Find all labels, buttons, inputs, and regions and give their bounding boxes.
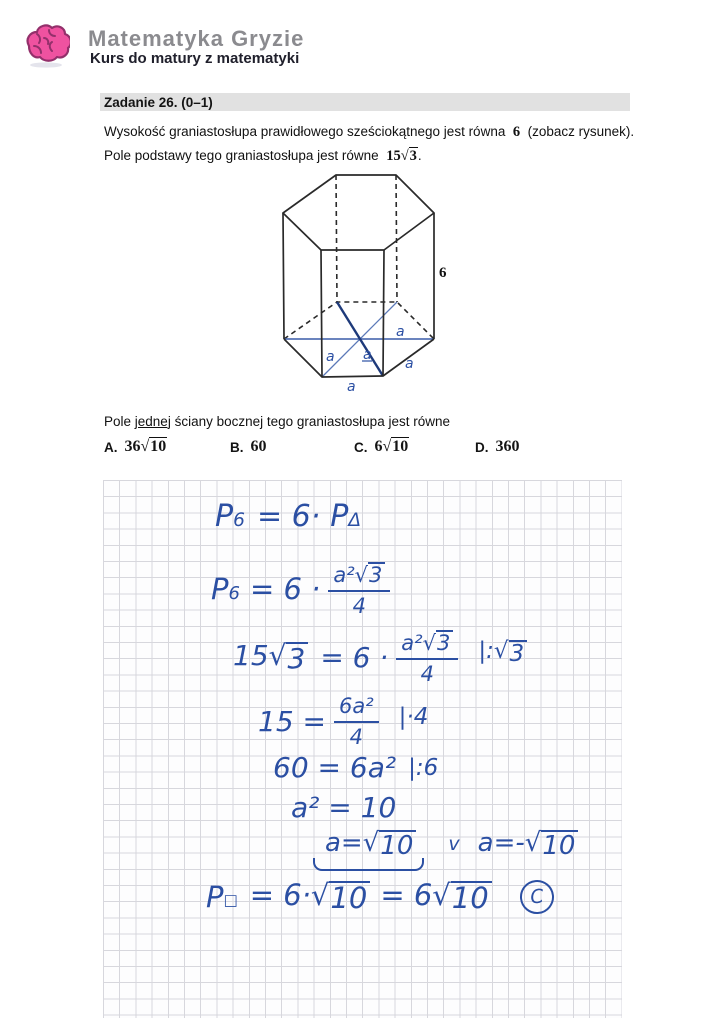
answer-choices: [104, 438, 624, 464]
hexagonal-prism-figure: [250, 160, 480, 395]
selected-positive-root: a=√ 10: [319, 830, 422, 859]
task-line-1: Wysokość graniastosłupa prawidłowego sześciokątnego jest równa 6 (zobacz rysunek).: [104, 123, 635, 140]
negative-root: a=-√ 10: [478, 830, 579, 859]
label-a-bottom-edge: a: [347, 379, 356, 395]
work-line-8: P □ = 6·√ 10 = 6√ 10 C: [206, 880, 554, 914]
question-line: Pole jednej ściany bocznej tego graniastosłupa jest równe: [104, 413, 450, 429]
divide-both-sides: |:√ 3: [478, 640, 527, 666]
label-a-right-diagonal: a: [363, 347, 372, 363]
work-line-2: P 6 = 6 · a²√ 3 4: [211, 562, 398, 617]
label-a-left-diagonal: a: [326, 349, 335, 365]
final-answer-circle: C: [518, 878, 555, 915]
work-line-4: 15 = $\frac{\text{6a²}}{4}$ |·4: [258, 694, 429, 749]
work-line-6: a² = 10: [291, 791, 397, 824]
or-symbol: v: [448, 833, 460, 855]
answer-C: C. 6√10: [354, 438, 409, 455]
work-line-1: P 6 = 6· P Δ: [215, 499, 362, 534]
work-line-7: [319, 830, 578, 859]
height-label: 6: [439, 265, 447, 281]
underlined-word: jednej: [134, 413, 171, 429]
answer-A: A. 36√10: [104, 438, 167, 455]
task-heading: Zadanie 26. (0–1): [104, 94, 213, 110]
work-line-5: 60 = 6a² |:6: [273, 751, 439, 784]
label-a-front-right-edge: a: [405, 356, 414, 372]
header: [0, 0, 720, 80]
multiply-both-sides: |·4: [398, 703, 429, 730]
answer-D: D. 360: [475, 438, 520, 455]
task-heading-band: [100, 93, 630, 111]
divide-both-sides-6: |:6: [408, 754, 439, 781]
graph-paper: [103, 480, 622, 1018]
work-line-3: 15√ 3 = 6 · a²√ 3 4 |:√ 3: [233, 630, 527, 685]
brand-tagline: Kurs do matury z matematyki: [90, 50, 300, 67]
prism-visible-edges: [283, 175, 434, 377]
brand-title: Matematyka Gryzie: [88, 26, 305, 51]
task-line-2: Pole podstawy tego graniastosłupa jest równe 15√3.: [104, 147, 422, 164]
brain-logo-icon: [22, 20, 70, 70]
label-a-horizontal-diagonal: a: [396, 324, 405, 340]
answer-B: B. 60: [230, 438, 267, 455]
prism-hidden-edges: [284, 175, 434, 339]
